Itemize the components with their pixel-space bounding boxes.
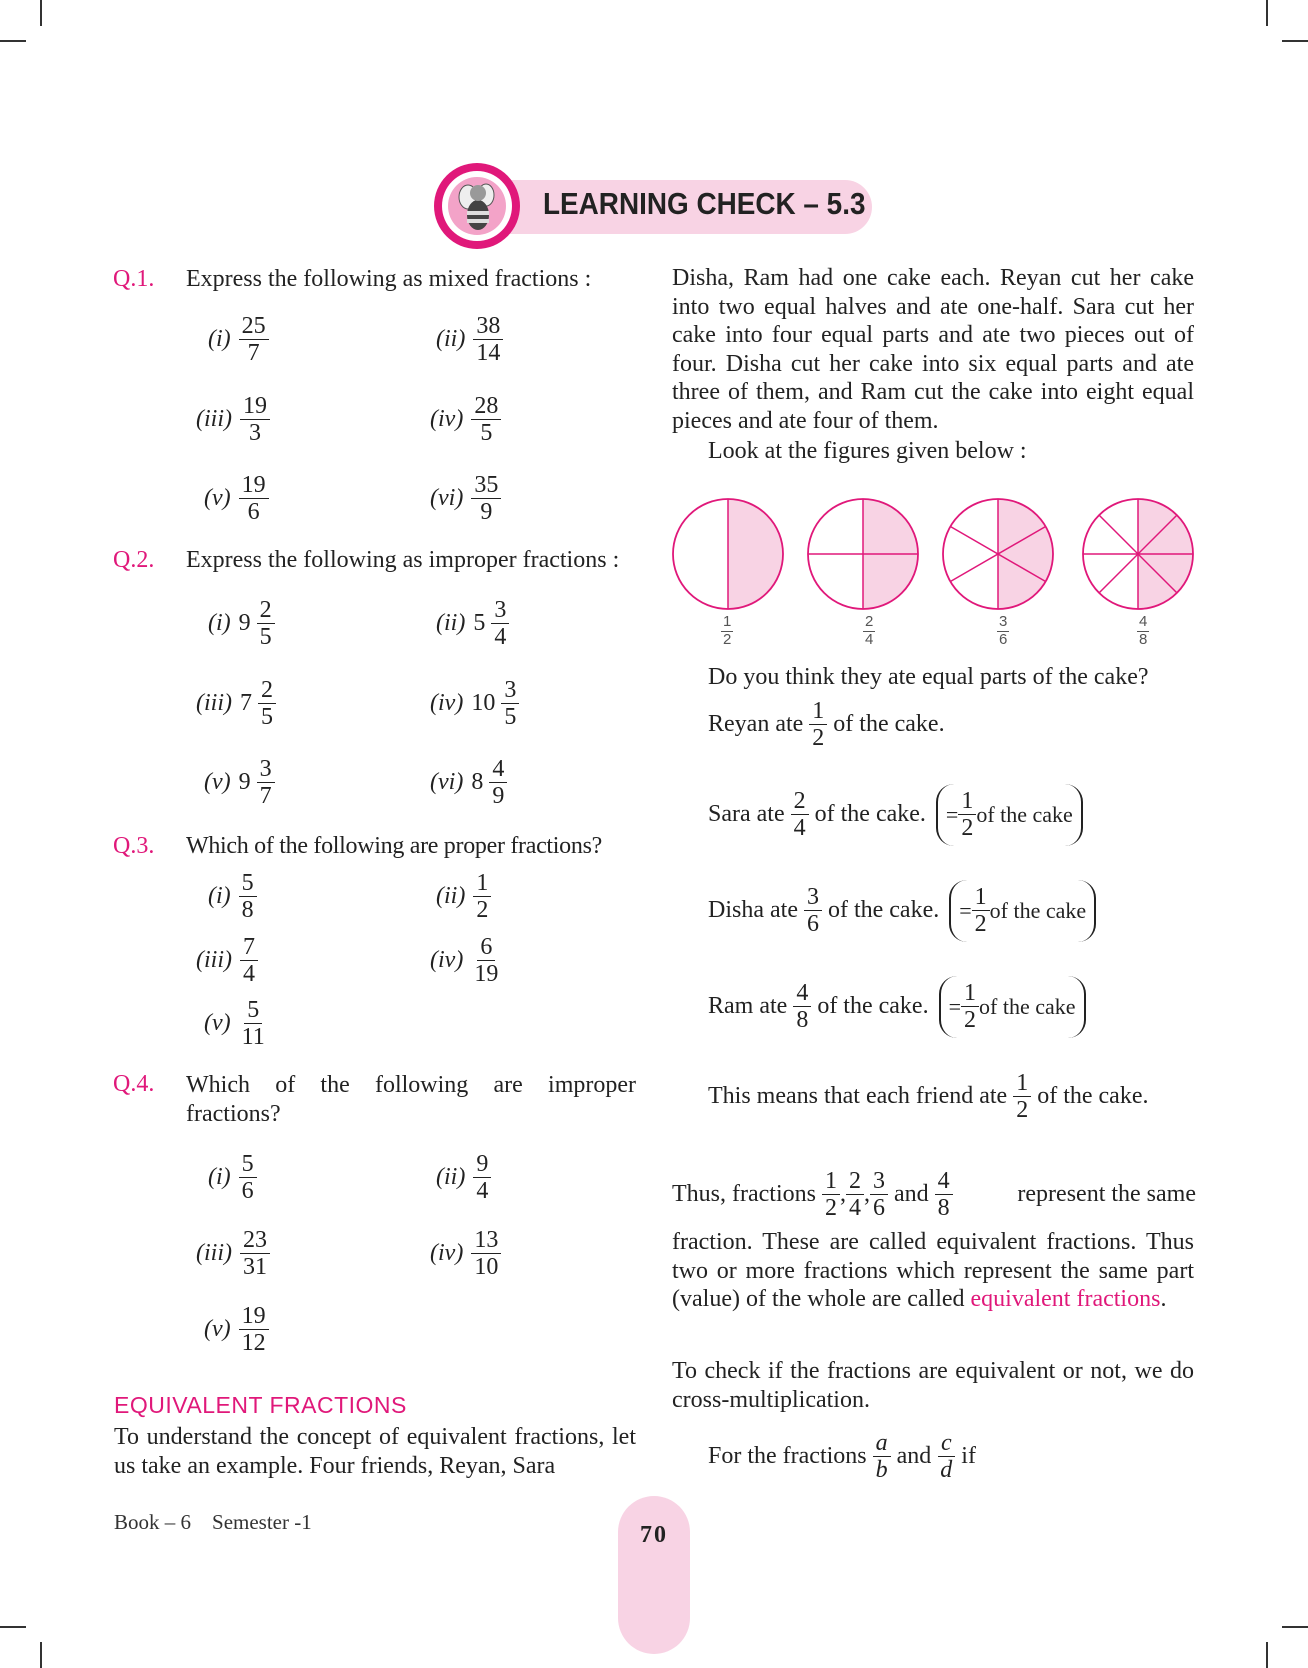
- check-paragraph: To check if the fractions are equivalent or not, we do cross-multiplication.: [672, 1358, 1194, 1413]
- fraction: $\frac{19}{3}$: [240, 393, 270, 447]
- list-item: (ii) 5 $\frac{3}{4}$: [436, 597, 509, 651]
- disha-line: Disha ate $\frac{3}{6}$ of the cake. = $\frac{1}{2}$ of the cake: [708, 880, 1096, 942]
- thus-line: Thus, fractions $\frac{1}{2}$ , $\frac{2}{4}$ , $\frac{3}{6}$ and $\frac{4}{8}$ represent the same: [672, 1168, 1196, 1222]
- list-item: (ii) $\frac{38}{14}$: [436, 313, 503, 367]
- fraction: $\frac{5}{6}$: [239, 1151, 257, 1205]
- list-item: (iii) $\frac{19}{3}$: [196, 393, 270, 447]
- fraction: $\frac{9}{4}$: [473, 1151, 491, 1205]
- figure-label: $\frac{3}{6}$: [999, 613, 1008, 648]
- list-item: (ii) $\frac{1}{2}$: [436, 870, 491, 924]
- fraction: $\frac{3}{5}$: [501, 677, 519, 731]
- section-intro: To understand the concept of equivalent fractions, let us take an example. Four friends, Reyan, Sara: [114, 1424, 636, 1479]
- means-line: This means that each friend ate $\frac{1}{2}$ of the cake.: [708, 1070, 1149, 1124]
- list-item: (i) $\frac{25}{7}$: [208, 313, 269, 367]
- list-item: (vi) $\frac{35}{9}$: [430, 472, 501, 526]
- fraction: $\frac{4}{8}$: [793, 980, 811, 1034]
- cake-half: [673, 499, 783, 609]
- cake-quarters: [808, 499, 918, 609]
- bee-badge: [434, 163, 520, 249]
- cake-sixths: [943, 499, 1053, 609]
- list-item: (iv) 10 $\frac{3}{5}$: [430, 677, 519, 731]
- fraction: $\frac{1}{2}$: [972, 884, 990, 938]
- question-number: Q.3.: [113, 833, 155, 859]
- question-text: Express the following as mixed fractions :: [186, 266, 592, 292]
- fraction: $\frac{23}{31}$: [240, 1227, 270, 1281]
- list-item: (iii) $\frac{23}{31}$: [196, 1227, 270, 1281]
- reyan-line: Reyan ate $\frac{1}{2}$ of the cake.: [708, 698, 945, 752]
- list-item: (vi) 8 $\frac{4}{9}$: [430, 756, 507, 810]
- fraction: $\frac{2}{5}$: [258, 677, 276, 731]
- fraction: $\frac{13}{10}$: [471, 1227, 501, 1281]
- fraction: $\frac{3}{7}$: [257, 756, 275, 810]
- fraction: $\frac{1}{2}$: [809, 698, 827, 752]
- fraction: $\frac{2}{5}$: [257, 597, 275, 651]
- section-heading: EQUIVALENT FRACTIONS: [114, 1392, 407, 1418]
- list-item: (iv) $\frac{6}{19}$: [430, 934, 501, 988]
- fraction: $\frac{28}{5}$: [471, 393, 501, 447]
- question-text: Which of the following are improper fractions?: [186, 1072, 636, 1127]
- fraction: $\frac{38}{14}$: [473, 313, 503, 367]
- fraction: $\frac{2}{4}$: [846, 1168, 864, 1222]
- page-title: LEARNING CHECK – 5.3: [543, 186, 866, 221]
- fraction: $\frac{1}{2}$: [958, 788, 976, 842]
- fraction: $\frac{2}{4}$: [791, 788, 809, 842]
- look-text: Look at the figures given below :: [708, 438, 1027, 464]
- fraction: $\frac{6}{19}$: [474, 934, 499, 988]
- term-highlight: equivalent fractions: [970, 1286, 1161, 1312]
- list-item: (i) $\frac{5}{6}$: [208, 1151, 257, 1205]
- figure-label: $\frac{4}{8}$: [1139, 613, 1148, 648]
- fraction: $\frac{1}{2}$: [1013, 1070, 1031, 1124]
- list-item: (v) $\frac{5}{11}$: [204, 997, 268, 1051]
- fraction: $\frac{5}{8}$: [239, 870, 257, 924]
- fraction: $\frac{35}{9}$: [471, 472, 501, 526]
- ram-line: Ram ate $\frac{4}{8}$ of the cake. = $\frac{1}{2}$ of the cake: [708, 976, 1086, 1038]
- fraction: $\frac{3}{4}$: [491, 597, 509, 651]
- question-text: Which of the following are proper fractions?: [186, 833, 602, 859]
- cake-figures: [670, 496, 1200, 616]
- fraction: $\frac{4}{9}$: [489, 756, 507, 810]
- list-item: (v) 9 $\frac{3}{7}$: [204, 756, 275, 810]
- fraction: $\frac{a}{b}$: [873, 1430, 891, 1484]
- crop-mark: [1282, 40, 1308, 42]
- crop-mark: [0, 1626, 26, 1628]
- crop-mark: [1282, 1626, 1308, 1628]
- list-item: (ii) $\frac{9}{4}$: [436, 1151, 491, 1205]
- question-number: Q.4.: [113, 1071, 155, 1097]
- sara-line: Sara ate $\frac{2}{4}$ of the cake. = $\frac{1}{2}$ of the cake: [708, 784, 1083, 846]
- list-item: (iii) $\frac{7}{4}$: [196, 934, 258, 988]
- question-number: Q.1.: [113, 266, 155, 292]
- for-line: For the fractions $\frac{a}{b}$ and $\frac{c}{d}$ if: [708, 1430, 976, 1484]
- list-item: (iv) $\frac{28}{5}$: [430, 393, 501, 447]
- fraction: $\frac{c}{d}$: [937, 1430, 955, 1484]
- cake-eighths: [1083, 499, 1193, 609]
- fraction: $\frac{1}{2}$: [822, 1168, 840, 1222]
- fraction: $\frac{4}{8}$: [935, 1168, 953, 1222]
- fraction: $\frac{1}{2}$: [473, 870, 491, 924]
- question-text: Express the following as improper fractions :: [186, 547, 620, 573]
- question-number: Q.2.: [113, 547, 155, 573]
- fraction: $\frac{25}{7}$: [239, 313, 269, 367]
- list-item: (i) 9 $\frac{2}{5}$: [208, 597, 275, 651]
- figure-label: $\frac{1}{2}$: [723, 613, 732, 648]
- fraction: $\frac{3}{6}$: [870, 1168, 888, 1222]
- crop-mark: [40, 1642, 42, 1668]
- figure-label: $\frac{2}{4}$: [865, 613, 874, 648]
- page-number-tab: [618, 1496, 690, 1654]
- footer-book: Book – 6 Semester -1: [114, 1510, 312, 1534]
- fraction: $\frac{1}{2}$: [961, 980, 979, 1034]
- list-item: (iv) $\frac{13}{10}$: [430, 1227, 501, 1281]
- fraction: $\frac{19}{6}$: [239, 472, 269, 526]
- page-number: 70: [640, 1522, 668, 1548]
- fraction: $\frac{7}{4}$: [240, 934, 258, 988]
- crop-mark: [0, 40, 26, 42]
- crop-mark: [1266, 0, 1268, 26]
- question-line: Do you think they ate equal parts of the cake?: [708, 664, 1149, 690]
- fraction: $\frac{5}{11}$: [241, 997, 265, 1051]
- story-paragraph: Disha, Ram had one cake each. Reyan cut her cake into two equal halves and ate one-half. Sara cut her cake into four equal parts and ate two pieces out of four. Disha cut her cake into six equal parts and ate three of them, and Ram cut the cake into eight equal pieces and ate four of them.: [672, 265, 1194, 434]
- list-item: (v) $\frac{19}{6}$: [204, 472, 269, 526]
- crop-mark: [1266, 1642, 1268, 1668]
- crop-mark: [40, 0, 42, 26]
- list-item: (iii) 7 $\frac{2}{5}$: [196, 677, 276, 731]
- fraction: $\frac{3}{6}$: [804, 884, 822, 938]
- bee-icon: [434, 163, 520, 249]
- fraction: $\frac{19}{12}$: [239, 1303, 269, 1357]
- list-item: (v) $\frac{19}{12}$: [204, 1303, 269, 1357]
- thus-paragraph: fraction. These are called equivalent fractions. Thus two or more fractions which represent the same part (value) of the whole are called equivalent fractions.: [672, 1229, 1194, 1312]
- list-item: (i) $\frac{5}{8}$: [208, 870, 257, 924]
